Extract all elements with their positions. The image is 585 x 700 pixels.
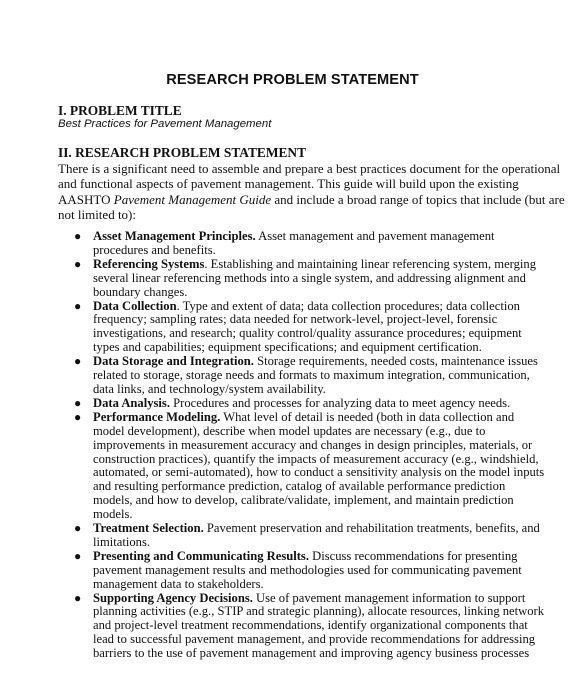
topic-list-item [58,409,545,522]
topic-list-item [58,522,538,550]
topic-line [93,494,538,508]
topic-text: models. [93,507,133,522]
topic-line [93,327,538,341]
topic-text: automated, or semi-automated), how to conduct a sensitivity analysis on the model inputs [93,465,545,480]
intro-line [58,191,565,207]
topic-line [93,604,545,619]
topic-text: investigations, and research; quality control/quality assurance procedures; equipment [93,326,522,341]
topic-text: model development), describe when model updates are necessary (e.g., due to [93,423,486,438]
topic-line [93,300,538,314]
topic-line [93,480,538,494]
bullet-icon: ● [74,298,82,313]
topic-text: management data to stakeholders. [93,576,264,591]
topic-line [93,564,538,578]
topic-list-item [58,590,545,662]
topic-text: improvements in measurement accuracy and changes in design principles, materials, or [93,437,533,452]
bullet-icon: ● [74,395,82,410]
topic-line [93,286,538,300]
problem-title-text: Best Practices for Pavement Management [58,118,272,130]
topic-text: related to storage, storage needs and formats to maximum integration, communication, [93,368,530,383]
topic-text: lead to successful pavement management, and provide recommendations for addressing [93,632,536,647]
topic-line [93,341,538,355]
topic-text: types and capabilities; equipment specifications; and equipment certification. [93,340,482,355]
topic-text: procedures and benefits. [93,242,216,257]
topic-list-item [58,230,538,258]
topic-line [93,411,538,425]
guide-title: Pavement Management Guide [113,191,272,207]
document-title: RESEARCH PROBLEM STATEMENT [166,72,419,88]
intro-text: and include a broad range of topics that include (but are [271,191,565,207]
topic-term: Data Collection [93,298,177,313]
topic-text: Storage requirements, needed costs, maintenance issues [253,354,538,369]
topic-line [93,578,538,592]
topic-text: and project-level treatment recommendations, identify organizational components that [93,618,528,633]
topic-line [93,592,538,606]
topic-text: . Establishing and maintaining linear referencing system, merging [204,256,537,271]
topic-line [93,244,538,258]
topic-term: Treatment Selection. [93,521,204,536]
topic-term: Supporting Agency Decisions. [93,590,253,605]
topic-text: Procedures and processes for analyzing data to meet agency needs. [169,395,511,410]
topic-list-item [58,300,538,356]
topic-line [93,355,538,369]
topic-line [93,439,538,453]
topic-line [93,230,538,244]
topic-term: Referencing Systems [93,256,205,271]
bullet-icon: ● [74,229,82,243]
intro-text: AASHTO [58,191,114,207]
topic-text: limitations. [93,534,151,549]
topic-line [93,522,538,536]
topic-line [93,272,538,286]
intro-line: and functional aspects of pavement management. This guide will build upon the existing [58,176,519,192]
topic-line [93,633,538,647]
topic-line [93,313,538,327]
topic-text: Discuss recommendations for presenting [308,548,518,563]
topic-text: boundary changes. [93,284,188,299]
topic-line [93,619,538,633]
topic-line [93,550,538,564]
topic-line [93,258,538,272]
bullet-icon: ● [74,548,82,563]
topic-list-item [58,258,538,300]
topic-text: . Type and extent of data; data collection procedures; data collection [176,298,520,313]
topic-text: several linear referencing methods into a single system, and addressing alignment and [93,270,526,285]
bullet-icon: ● [74,590,82,605]
topic-list-item [58,355,538,397]
section-problem-title-heading: I. PROBLEM TITLE [58,103,182,118]
topic-line [93,453,538,467]
topic-list-item [58,397,538,411]
topic-text: What level of detail is needed (both in data collection and [220,409,515,424]
topic-line [93,383,538,397]
bullet-icon: ● [74,354,82,369]
topic-text: models, and how to develop, calibrate/validate, implement, and maintain prediction [93,493,514,508]
topic-line [93,369,538,383]
topic-line [93,425,538,439]
section-research-problem-heading: II. RESEARCH PROBLEM STATEMENT [58,145,307,160]
topic-text: Pavement preservation and rehabilitation treatments, benefits, and [203,521,540,536]
topic-term: Asset Management Principles. [93,229,256,243]
topic-text: construction practices), quantify the impacts of measurement accuracy (e.g., windshield, [93,451,539,466]
topic-list [58,229,545,661]
intro-paragraph [58,161,565,223]
intro-line: There is a significant need to assemble and prepare a best practices document for the operational [58,161,561,176]
topic-line [93,508,538,522]
topic-text: frequency; sampling rates; data needed for network-level, project-level, forensic [93,312,498,327]
intro-line: not limited to): [58,207,136,223]
topic-text: Asset management and pavement management [255,229,495,243]
topic-text: planning activities (e.g., STIP and strategic planning), allocate resources, linking network [93,604,545,619]
topic-term: Data Analysis. [93,395,170,410]
topic-term: Data Storage and Integration. [93,354,254,369]
topic-list-item [58,550,538,592]
bullet-icon: ● [74,256,82,271]
bullet-icon: ● [74,521,82,536]
topic-text: and resulting performance prediction, catalog of available performance prediction [93,479,506,494]
topic-text: pavement management results and methodologies used for communicating pavement [93,562,522,577]
topic-term: Performance Modeling. [93,409,221,424]
bullet-icon: ● [74,409,82,424]
topic-term: Presenting and Communicating Results. [93,548,309,563]
topic-line [93,465,545,480]
topic-line [93,647,538,661]
topic-line [93,536,538,550]
topic-text: Use of pavement management information to support [252,590,526,605]
topic-text: barriers to the use of pavement management and improving agency business processes [93,646,530,661]
topic-text: data links, and technology/system availability. [93,381,326,396]
topic-line [93,397,538,411]
